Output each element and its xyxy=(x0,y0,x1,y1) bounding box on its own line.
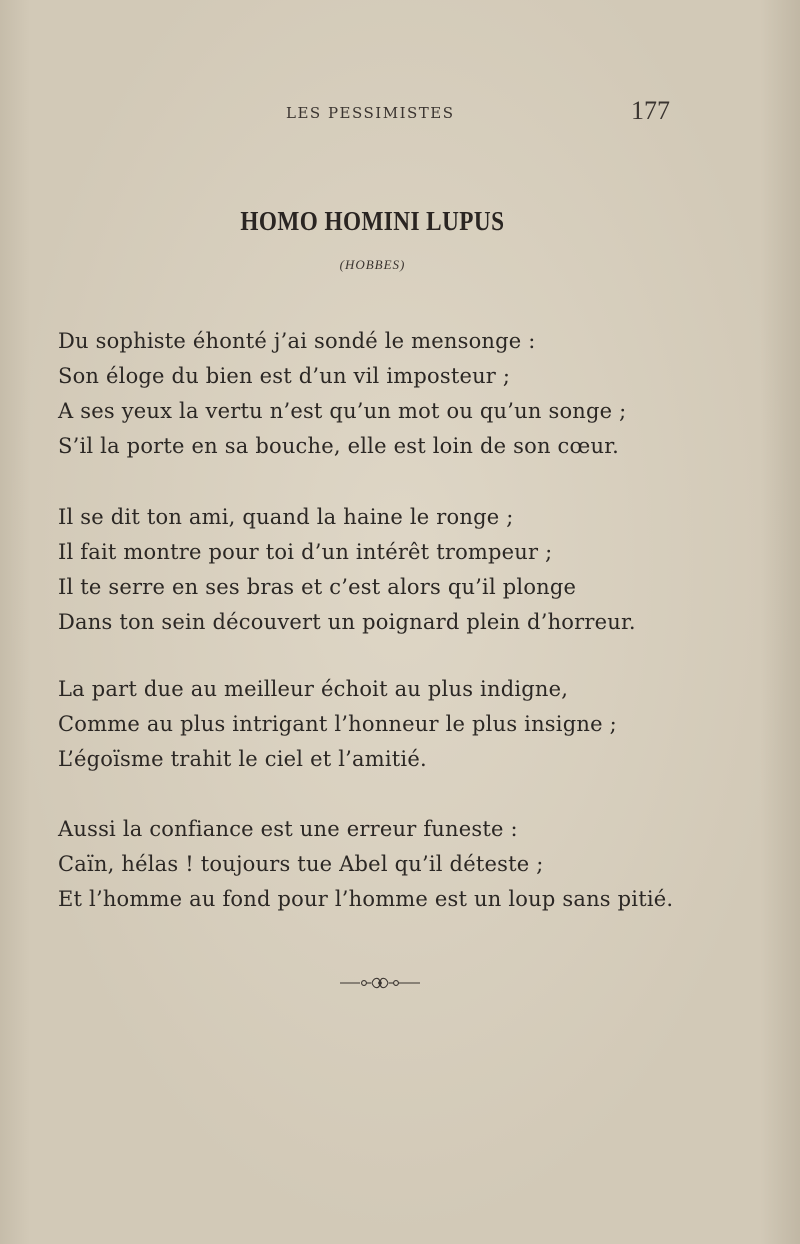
verse-line: Il fait montre pour toi d’un intérêt trompeur ; xyxy=(58,540,553,564)
verse-line: Et l’homme au fond pour l’homme est un loup sans pitié. xyxy=(58,887,674,911)
poem-title: HOMO HOMINI LUPUS xyxy=(240,206,505,236)
verse-line: Caïn, hélas ! toujours tue Abel qu’il déteste ; xyxy=(58,852,544,876)
verse-line: A ses yeux la vertu n’est qu’un mot ou qu’un songe ; xyxy=(58,399,627,423)
verse-line: Son éloge du bien est d’un vil imposteur ; xyxy=(58,364,511,388)
stanza-3 xyxy=(58,672,738,777)
running-head: LES PESSIMISTES xyxy=(286,104,455,122)
verse-line: L’égoïsme trahit le ciel et l’amitié. xyxy=(58,747,427,771)
verse-line: Du sophiste éhonté j’ai sondé le mensonge : xyxy=(58,329,536,353)
verse-line: S’il la porte en sa bouche, elle est loin de son cœur. xyxy=(58,434,620,458)
stanza-1 xyxy=(58,324,738,464)
verse-line: Il te serre en ses bras et c’est alors qu’il plonge xyxy=(58,575,577,599)
verse-line: Il se dit ton ami, quand la haine le ronge ; xyxy=(58,505,514,529)
stanza-4 xyxy=(58,812,738,917)
verse-line: Comme au plus intrigant l’honneur le plus insigne ; xyxy=(58,712,617,736)
verse-line: La part due au meilleur échoit au plus indigne, xyxy=(58,677,569,701)
page-number: 177 xyxy=(631,96,670,125)
poem-subtitle: (HOBBES) xyxy=(339,257,406,272)
verse-line: Aussi la confiance est une erreur funeste : xyxy=(58,817,518,841)
verse-line: Dans ton sein découvert un poignard plein d’horreur. xyxy=(58,610,636,634)
end-of-poem-flourish-icon xyxy=(338,974,422,990)
stanza-2 xyxy=(58,500,738,640)
